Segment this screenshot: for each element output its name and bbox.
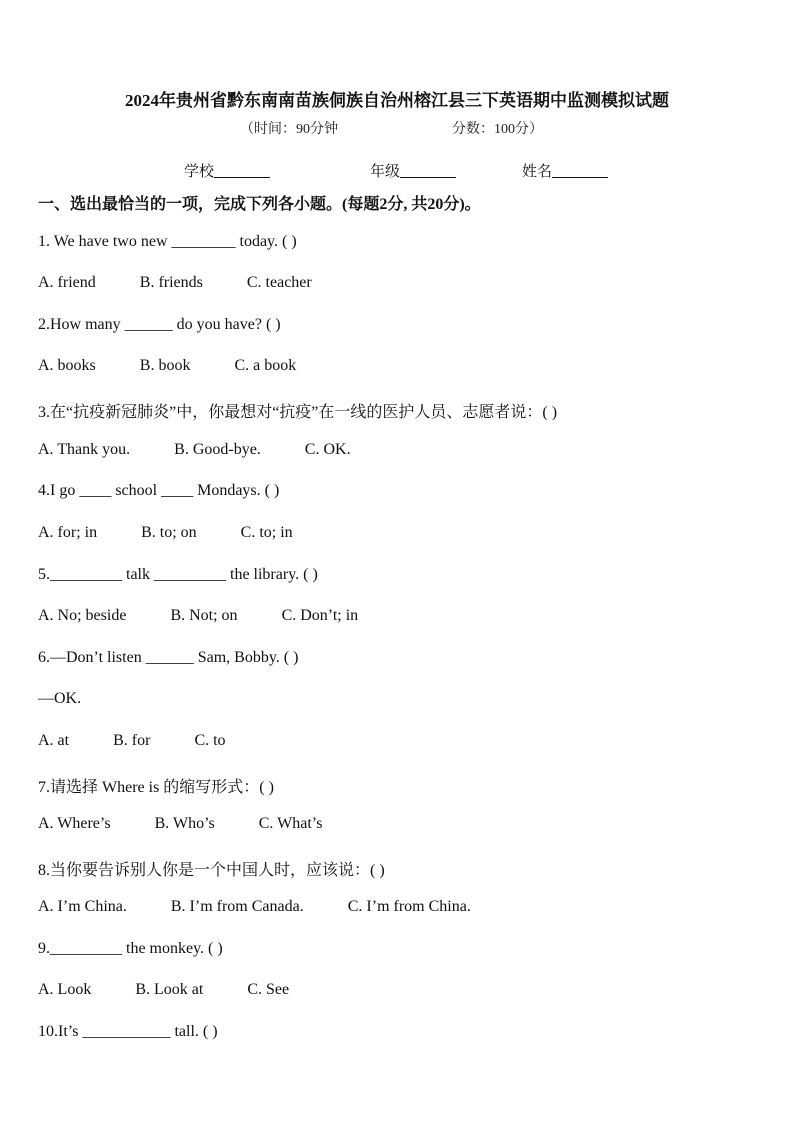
option-a: A. No; beside <box>38 607 127 624</box>
options-1 <box>38 274 312 292</box>
name-blank <box>552 161 608 178</box>
exam-time: （时间：90分钟 <box>240 122 338 137</box>
question-1: 1. We have two new ________ today. ( ) <box>38 233 297 250</box>
option-b: B. book <box>139 357 191 374</box>
question-3: 3.在“抗疫新冠肺炎”中，你最想对“抗疫”在一线的医护人员、志愿者说：( ) <box>38 404 558 421</box>
question-6: 6.—Don’t listen ______ Sam, Bobby. ( ) <box>38 649 299 666</box>
options-9 <box>38 981 289 999</box>
option-c: C. to; in <box>240 524 293 541</box>
exam-score: 分数：100分） <box>452 122 543 137</box>
question-7: 7.请选择 Where is 的缩写形式：( ) <box>38 779 274 796</box>
option-c: C. Don’t; in <box>281 607 359 624</box>
question-5: 5._________ talk _________ the library. ( ) <box>38 566 318 583</box>
options-4 <box>38 524 293 542</box>
grade-blank <box>400 161 456 178</box>
name-label: 姓名 <box>522 164 553 180</box>
school-label: 学校 <box>184 164 215 180</box>
option-c: C. What’s <box>258 815 323 832</box>
option-a: A. at <box>38 732 70 749</box>
option-b: B. I’m from Canada. <box>170 898 304 915</box>
question-6-reply: —OK. <box>38 690 82 707</box>
options-3 <box>38 441 351 459</box>
school-blank <box>214 161 270 178</box>
section-heading: 一、选出最恰当的一项，完成下列各小题。(每题2分, 共20分)。 <box>38 196 481 213</box>
question-2: 2.How many ______ do you have? ( ) <box>38 316 281 333</box>
options-6 <box>38 732 226 750</box>
option-b: B. Who’s <box>154 815 215 832</box>
question-4: 4.I go ____ school ____ Mondays. ( ) <box>38 482 280 499</box>
option-c: C. OK. <box>304 441 351 458</box>
options-5 <box>38 607 358 625</box>
option-a: A. books <box>38 357 96 374</box>
options-8 <box>38 898 471 916</box>
school-field <box>184 160 270 181</box>
option-c: C. See <box>247 981 290 998</box>
option-b: B. for <box>113 732 151 749</box>
option-a: A. Thank you. <box>38 441 131 458</box>
option-c: C. teacher <box>246 274 312 291</box>
grade-label: 年级 <box>370 164 401 180</box>
option-b: B. friends <box>139 274 203 291</box>
option-c: C. a book <box>234 357 297 374</box>
option-c: C. I’m from China. <box>347 898 471 915</box>
options-7 <box>38 815 322 833</box>
page-title: 2024年贵州省黔东南南苗族侗族自治州榕江县三下英语期中监测模拟试题 <box>125 91 669 110</box>
grade-field <box>370 160 456 181</box>
option-a: A. friend <box>38 274 96 291</box>
option-c: C. to <box>194 732 226 749</box>
option-a: A. for; in <box>38 524 98 541</box>
option-b: B. Good-bye. <box>174 441 261 458</box>
question-10: 10.It’s ___________ tall. ( ) <box>38 1023 218 1040</box>
options-2 <box>38 357 296 375</box>
question-9: 9._________ the monkey. ( ) <box>38 940 223 957</box>
option-b: B. to; on <box>141 524 197 541</box>
option-a: A. Look <box>38 981 92 998</box>
question-8: 8.当你要告诉别人你是一个中国人时，应该说：( ) <box>38 862 385 879</box>
option-b: B. Not; on <box>170 607 238 624</box>
option-a: A. I’m China. <box>38 898 127 915</box>
name-field <box>522 160 608 181</box>
option-a: A. Where’s <box>38 815 111 832</box>
option-b: B. Look at <box>135 981 204 998</box>
